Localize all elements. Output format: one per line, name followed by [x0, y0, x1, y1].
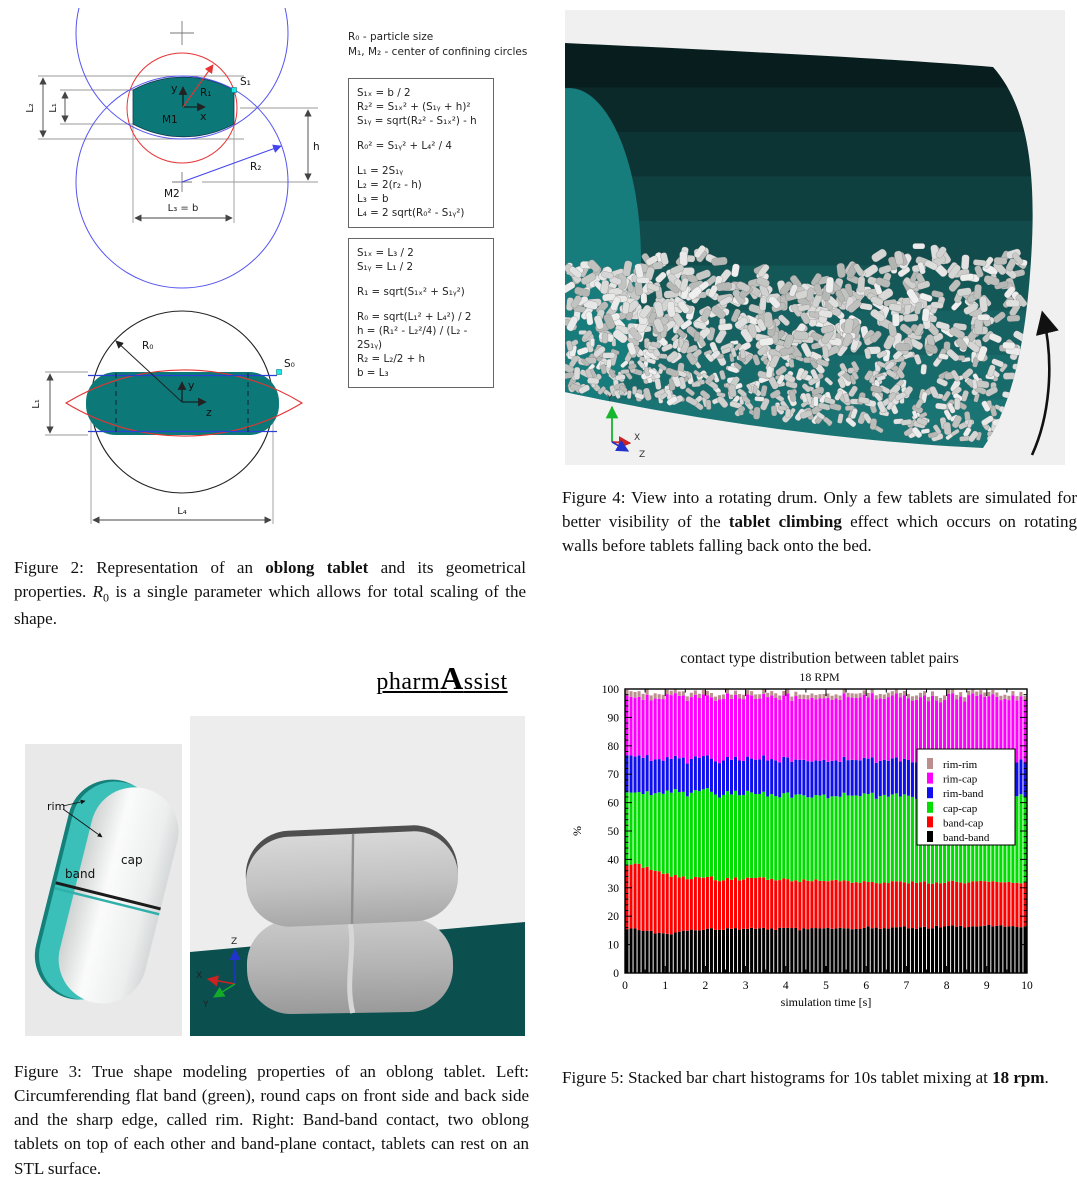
svg-text:0: 0 — [613, 968, 619, 980]
chart-subtitle: 18 RPM — [799, 670, 840, 684]
note-line: M₁, M₂ - center of confining circles — [348, 46, 528, 59]
svg-text:80: 80 — [607, 740, 619, 753]
figure3-right-image — [190, 716, 525, 1036]
svg-text:60: 60 — [607, 797, 619, 810]
svg-text:6: 6 — [863, 980, 870, 992]
figure2-caption: Figure 2: Representation of an oblong tablet and its geometrical properties. $R_0$ is a single parameter which allows for total scaling of the shape. — [14, 558, 527, 628]
label-R1: R₁ — [200, 87, 212, 99]
fig2-formula-box2: S₁ₓ = L₃ / 2 S₁ᵧ = L₁ / 2 R₁ = sqrt(S₁ₓ² + S₁ᵧ²) R₀ = sqrt(L₁² + L₄²) / 2 h = (R₁² - L₂²/4) / (L₂ - 2S₁ᵧ) R₂ = L₂/2 + h b = L₃ — [348, 238, 494, 388]
svg-text:100: 100 — [601, 685, 619, 696]
svg-text:cap-cap: cap-cap — [943, 802, 978, 815]
svg-text:band-cap: band-cap — [943, 817, 984, 830]
svg-text:20: 20 — [607, 911, 619, 924]
label-y-axis: y — [171, 82, 178, 95]
label-axis-z: Z — [639, 450, 646, 460]
svg-text:rim-rim: rim-rim — [943, 759, 978, 771]
svg-text:10: 10 — [1021, 980, 1033, 992]
figure4-drum-image — [565, 10, 1065, 465]
svg-text:rim-band: rim-band — [943, 788, 984, 801]
label-rim: rim — [47, 800, 66, 813]
label-R0: R₀ — [142, 340, 154, 352]
label-band: band — [65, 867, 96, 881]
fig2-side-view — [25, 8, 320, 288]
svg-text:5: 5 — [823, 980, 829, 992]
label-L1b: L₁ — [31, 399, 42, 409]
figure2-diagram — [12, 8, 352, 553]
svg-text:7: 7 — [903, 980, 910, 992]
bottom-tablet — [246, 917, 454, 1015]
svg-text:10: 10 — [607, 939, 619, 952]
pharmassist-logo — [352, 660, 532, 697]
label-R2: R₂ — [250, 161, 262, 173]
svg-text:8: 8 — [943, 980, 950, 992]
figure3-caption: Figure 3: True shape modeling properties of an oblong tablet. Left: Circumferending flat band (green), round caps on front side and back side and the sharp edge, called rim. Right: Band-band contact, two oblong tablets on top of each other and band-plane contact, tablets can rest on an STL surface. — [14, 1062, 529, 1178]
svg-text:30: 30 — [607, 882, 619, 895]
svg-text:9: 9 — [983, 980, 990, 992]
logo-A: A — [440, 660, 464, 696]
svg-text:70: 70 — [607, 769, 619, 782]
label-L2: L₂ — [25, 103, 36, 113]
label-axis-x: X — [196, 971, 203, 981]
fig2-notes — [348, 30, 536, 60]
fig2-top-view — [31, 311, 302, 524]
label-z-axis: z — [206, 406, 212, 419]
label-axis-x: X — [634, 433, 641, 443]
label-L4: L₄ — [177, 506, 187, 517]
logo-post: ssist — [463, 669, 508, 695]
svg-text:90: 90 — [607, 712, 619, 725]
label-S0: S₀ — [284, 358, 295, 370]
note-line: R₀ - particle size — [348, 31, 434, 43]
svg-text:0: 0 — [622, 980, 628, 992]
label-y-axis2: y — [188, 379, 195, 392]
label-axis-y: Y — [607, 394, 613, 404]
svg-text:3: 3 — [742, 980, 749, 992]
figure4-caption: Figure 4: View into a rotating drum. Only a few tablets are simulated for better visibility of the tablet climbing effect which occurs on rotating walls before tablets falling back onto the bed. — [562, 488, 1077, 556]
fig2-formula-box1: S₁ₓ = b / 2 R₂² = S₁ₓ² + (S₁ᵧ + h)² S₁ᵧ = sqrt(R₂² - S₁ₓ²) - h R₀² = S₁ᵧ² + L₄² / 4 L₁ = 2S₁ᵧ L₂ = 2(r₂ - h) L₃ = b L₄ = 2 sqrt(R₀² - S₁ᵧ²) — [348, 78, 494, 228]
svg-text:40: 40 — [607, 854, 619, 867]
top-tablet — [244, 823, 460, 928]
svg-text:1: 1 — [662, 980, 669, 992]
label-h: h — [313, 141, 320, 153]
label-axis-z: Z — [231, 937, 238, 947]
label-L3b: L₃ = b — [167, 203, 199, 214]
figure5-caption: Figure 5: Stacked bar chart histograms for 10s tablet mixing at 18 rpm. — [562, 1068, 1049, 1087]
svg-text:rim-cap: rim-cap — [943, 773, 978, 786]
chart-title: contact type distribution between tablet pairs — [680, 650, 959, 667]
point-S1 — [232, 88, 237, 93]
label-M1: M1 — [162, 114, 178, 126]
label-L1: L₁ — [48, 103, 59, 113]
logo-pre: pharm — [376, 669, 441, 695]
svg-text:2: 2 — [702, 980, 709, 992]
crosshair-M-top — [170, 21, 194, 45]
figure5-chart — [567, 650, 1072, 1019]
label-x-axis: x — [200, 110, 207, 123]
label-S1: S₁ — [240, 76, 251, 88]
svg-text:50: 50 — [607, 826, 619, 838]
label-M2: M2 — [164, 188, 180, 200]
figure3-left-image — [25, 744, 182, 1036]
x-axis-label: simulation time [s] — [780, 995, 872, 1009]
point-S0 — [277, 370, 282, 375]
label-axis-y: Y — [203, 1000, 209, 1010]
y-axis-label: % — [570, 826, 584, 836]
svg-text:band-band: band-band — [943, 832, 990, 844]
chart-plot — [567, 685, 1072, 1015]
svg-text:4: 4 — [782, 980, 789, 992]
label-cap: cap — [121, 853, 143, 867]
chart-legend — [917, 749, 1015, 845]
